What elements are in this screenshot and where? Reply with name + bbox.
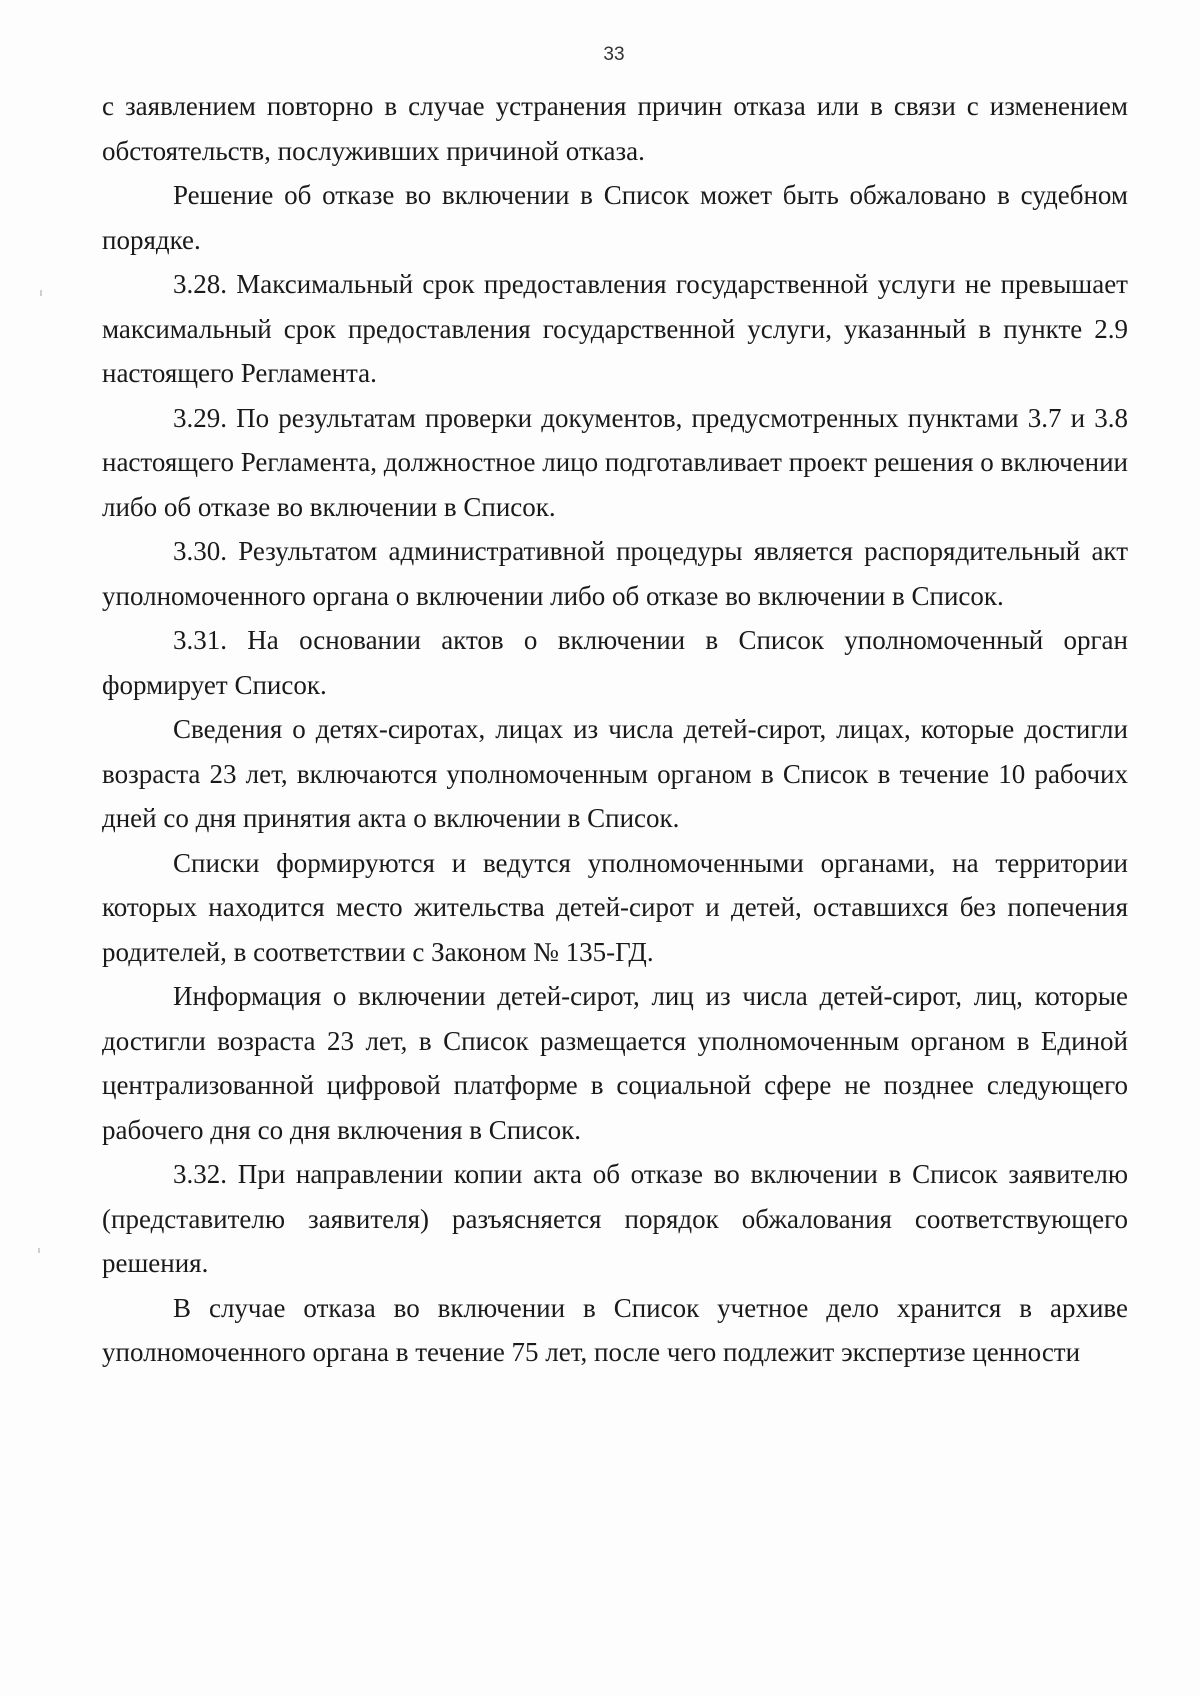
paragraph-3-32: 3.32. При направлении копии акта об отказе во включении в Список заявителю (представителю заявителя) разъясняется порядок обжалования соответствующего решения. <box>102 1159 1128 1278</box>
paragraph-3-31: 3.31. На основании актов о включении в Список уполномоченный орган формирует Список. <box>102 625 1128 700</box>
page-number: 33 <box>603 44 625 65</box>
paragraph-archive: В случае отказа во включении в Список учетное дело хранится в архиве уполномоченного органа в течение 75 лет, после чего подлежит экспертизе ценности <box>102 1292 1128 1367</box>
scan-edge-mark <box>38 1248 40 1253</box>
paragraph-information-orphans: Сведения о детях-сиротах, лицах из числа детей-сирот, лицах, которые достигли возраста 23 лет, включаются уполномоченным органом в Список в течение 10 рабочих дней со дня принятия акта о включении в Список. <box>102 714 1128 833</box>
paragraph-continuation: с заявлением повторно в случае устранения причин отказа или в связи с изменением обстоятельств, послуживших причиной отказа. <box>102 91 1128 166</box>
scan-edge-mark <box>40 290 42 296</box>
paragraph-platform-publication: Информация о включении детей-сирот, лиц из числа детей-сирот, лиц, которые достигли возраста 23 лет, в Список размещается уполномоченным органом в Единой централизованной цифровой платформе в социальной сфере не позднее следующего рабочего дня со дня включения в Список. <box>102 981 1128 1145</box>
paragraph-3-28: 3.28. Максимальный срок предоставления государственной услуги не превышает максимальный срок предоставления государственной услуги, указанный в пункте 2.9 настоящего Регламента. <box>102 269 1128 388</box>
paragraph-appeal: Решение об отказе во включении в Список может быть обжаловано в судебном порядке. <box>102 180 1128 255</box>
paragraph-3-30: 3.30. Результатом административной процедуры является распорядительный акт уполномоченного органа о включении либо об отказе во включении в Список. <box>102 536 1128 611</box>
paragraph-lists-formation: Списки формируются и ведутся уполномоченными органами, на территории которых находится место жительства детей-сирот и детей, оставшихся без попечения родителей, в соответствии с Законом № 135-ГД. <box>102 847 1128 967</box>
paragraph-3-29: 3.29. По результатам проверки документов, предусмотренных пунктами 3.7 и 3.8 настоящего Регламента, должностное лицо подготавливает проект решения о включении либо об отказе во включении в Список. <box>102 402 1128 522</box>
document-body <box>102 84 1128 1375</box>
